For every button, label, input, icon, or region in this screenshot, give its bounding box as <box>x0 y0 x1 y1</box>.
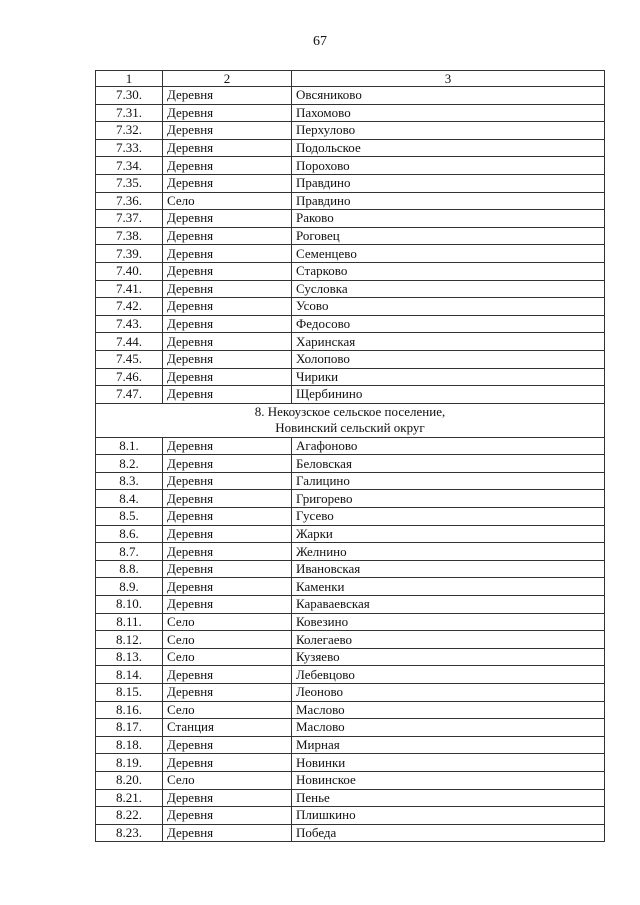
settlement-name-cell: Чирики <box>292 368 605 386</box>
table-row <box>96 807 605 825</box>
table-row <box>96 490 605 508</box>
column-header-3: 3 <box>292 71 605 87</box>
settlement-name-cell: Гусево <box>292 508 605 526</box>
table-row <box>96 350 605 368</box>
settlement-type-cell: Деревня <box>163 560 292 578</box>
table-header-row <box>96 71 605 87</box>
settlement-name-cell: Колегаево <box>292 631 605 649</box>
row-number-cell: 8.10. <box>96 596 163 614</box>
settlement-type-cell: Деревня <box>163 824 292 842</box>
settlement-name-cell: Победа <box>292 824 605 842</box>
row-number-cell: 7.32. <box>96 122 163 140</box>
table-row <box>96 333 605 351</box>
settlement-name-cell: Правдино <box>292 174 605 192</box>
settlement-name-cell: Подольское <box>292 139 605 157</box>
row-number-cell: 7.33. <box>96 139 163 157</box>
row-number-cell: 7.47. <box>96 386 163 404</box>
settlement-name-cell: Порохово <box>292 157 605 175</box>
table-row <box>96 789 605 807</box>
settlement-name-cell: Желнино <box>292 543 605 561</box>
table-row <box>96 386 605 404</box>
settlement-type-cell: Деревня <box>163 157 292 175</box>
settlement-type-cell: Село <box>163 631 292 649</box>
settlement-type-cell: Деревня <box>163 437 292 455</box>
table-row <box>96 139 605 157</box>
section-heading-row <box>96 403 605 437</box>
table-row <box>96 262 605 280</box>
settlement-name-cell: Щербинино <box>292 386 605 404</box>
table-row <box>96 508 605 526</box>
table-row <box>96 87 605 105</box>
settlements-table <box>95 70 605 842</box>
row-number-cell: 7.41. <box>96 280 163 298</box>
table-row <box>96 368 605 386</box>
settlement-name-cell: Маслово <box>292 701 605 719</box>
section-heading-line-2: Новинский сельский округ <box>275 420 425 436</box>
settlement-name-cell: Семенцево <box>292 245 605 263</box>
row-number-cell: 8.7. <box>96 543 163 561</box>
settlement-name-cell: Лебевцово <box>292 666 605 684</box>
settlement-type-cell: Деревня <box>163 754 292 772</box>
settlement-type-cell: Деревня <box>163 578 292 596</box>
section-heading-line-1: 8. Некоузское сельское поселение, <box>254 404 446 420</box>
settlement-type-cell: Деревня <box>163 490 292 508</box>
table-row <box>96 543 605 561</box>
row-number-cell: 7.31. <box>96 104 163 122</box>
row-number-cell: 8.17. <box>96 719 163 737</box>
table-row <box>96 754 605 772</box>
settlement-type-cell: Деревня <box>163 789 292 807</box>
settlement-name-cell: Усово <box>292 298 605 316</box>
settlement-type-cell: Деревня <box>163 210 292 228</box>
row-number-cell: 8.11. <box>96 613 163 631</box>
settlement-name-cell: Каменки <box>292 578 605 596</box>
page-number: 67 <box>313 34 327 49</box>
settlement-name-cell: Новинки <box>292 754 605 772</box>
table-row <box>96 472 605 490</box>
settlement-name-cell: Кузяево <box>292 648 605 666</box>
table-row <box>96 666 605 684</box>
settlement-name-cell: Агафоново <box>292 437 605 455</box>
table-row <box>96 824 605 842</box>
settlement-name-cell: Галицино <box>292 472 605 490</box>
row-number-cell: 8.14. <box>96 666 163 684</box>
table-row <box>96 631 605 649</box>
settlement-type-cell: Деревня <box>163 472 292 490</box>
settlement-type-cell: Деревня <box>163 298 292 316</box>
settlement-name-cell: Плишкино <box>292 807 605 825</box>
row-number-cell: 7.45. <box>96 350 163 368</box>
table-row <box>96 560 605 578</box>
settlement-type-cell: Деревня <box>163 262 292 280</box>
settlement-name-cell: Роговец <box>292 227 605 245</box>
settlement-name-cell: Новинское <box>292 771 605 789</box>
row-number-cell: 8.13. <box>96 648 163 666</box>
table-body-section-7 <box>96 87 605 404</box>
table-row <box>96 192 605 210</box>
table-row <box>96 736 605 754</box>
row-number-cell: 8.6. <box>96 525 163 543</box>
table-row <box>96 298 605 316</box>
settlement-type-cell: Деревня <box>163 666 292 684</box>
row-number-cell: 7.34. <box>96 157 163 175</box>
settlement-type-cell: Село <box>163 701 292 719</box>
settlement-type-cell: Деревня <box>163 543 292 561</box>
row-number-cell: 7.42. <box>96 298 163 316</box>
settlement-type-cell: Деревня <box>163 333 292 351</box>
settlement-name-cell: Сусловка <box>292 280 605 298</box>
row-number-cell: 7.37. <box>96 210 163 228</box>
settlement-name-cell: Старково <box>292 262 605 280</box>
settlement-type-cell: Деревня <box>163 455 292 473</box>
row-number-cell: 7.39. <box>96 245 163 263</box>
settlement-name-cell: Харинская <box>292 333 605 351</box>
settlement-name-cell: Пенье <box>292 789 605 807</box>
row-number-cell: 7.43. <box>96 315 163 333</box>
settlement-type-cell: Деревня <box>163 350 292 368</box>
row-number-cell: 8.12. <box>96 631 163 649</box>
table-row <box>96 525 605 543</box>
settlement-type-cell: Деревня <box>163 315 292 333</box>
table-row <box>96 315 605 333</box>
table-body-section-8 <box>96 437 605 842</box>
table-row <box>96 227 605 245</box>
table-row <box>96 771 605 789</box>
settlement-type-cell: Деревня <box>163 245 292 263</box>
settlement-type-cell: Деревня <box>163 280 292 298</box>
settlement-type-cell: Деревня <box>163 736 292 754</box>
row-number-cell: 8.21. <box>96 789 163 807</box>
settlement-name-cell: Беловская <box>292 455 605 473</box>
column-header-2: 2 <box>163 71 292 87</box>
table-row <box>96 280 605 298</box>
table-body-section-heading <box>96 403 605 437</box>
table-row <box>96 437 605 455</box>
row-number-cell: 8.16. <box>96 701 163 719</box>
settlement-type-cell: Село <box>163 613 292 631</box>
settlement-name-cell: Мирная <box>292 736 605 754</box>
row-number-cell: 8.4. <box>96 490 163 508</box>
settlement-name-cell: Овсяниково <box>292 87 605 105</box>
settlement-type-cell: Село <box>163 771 292 789</box>
row-number-cell: 8.3. <box>96 472 163 490</box>
settlement-type-cell: Деревня <box>163 508 292 526</box>
settlement-type-cell: Деревня <box>163 807 292 825</box>
settlement-name-cell: Пахомово <box>292 104 605 122</box>
table-row <box>96 210 605 228</box>
row-number-cell: 7.36. <box>96 192 163 210</box>
row-number-cell: 8.20. <box>96 771 163 789</box>
settlement-name-cell: Караваевская <box>292 596 605 614</box>
row-number-cell: 7.30. <box>96 87 163 105</box>
row-number-cell: 7.35. <box>96 174 163 192</box>
row-number-cell: 8.1. <box>96 437 163 455</box>
settlement-type-cell: Деревня <box>163 122 292 140</box>
table-row <box>96 174 605 192</box>
settlement-name-cell: Жарки <box>292 525 605 543</box>
table-row <box>96 578 605 596</box>
settlement-name-cell: Перхулово <box>292 122 605 140</box>
settlement-type-cell: Деревня <box>163 386 292 404</box>
settlement-name-cell: Ивановская <box>292 560 605 578</box>
settlement-name-cell: Холопово <box>292 350 605 368</box>
settlement-type-cell: Станция <box>163 719 292 737</box>
settlement-type-cell: Деревня <box>163 596 292 614</box>
settlement-name-cell: Леоново <box>292 684 605 702</box>
row-number-cell: 8.15. <box>96 684 163 702</box>
table-row <box>96 613 605 631</box>
settlement-type-cell: Деревня <box>163 104 292 122</box>
settlement-type-cell: Деревня <box>163 174 292 192</box>
row-number-cell: 7.40. <box>96 262 163 280</box>
table-row <box>96 648 605 666</box>
settlement-type-cell: Село <box>163 648 292 666</box>
settlement-name-cell: Правдино <box>292 192 605 210</box>
table-row <box>96 455 605 473</box>
row-number-cell: 8.9. <box>96 578 163 596</box>
settlement-type-cell: Деревня <box>163 684 292 702</box>
table-row <box>96 701 605 719</box>
row-number-cell: 7.38. <box>96 227 163 245</box>
row-number-cell: 8.19. <box>96 754 163 772</box>
table-row <box>96 245 605 263</box>
table-row <box>96 122 605 140</box>
row-number-cell: 8.18. <box>96 736 163 754</box>
row-number-cell: 8.23. <box>96 824 163 842</box>
row-number-cell: 7.46. <box>96 368 163 386</box>
settlement-type-cell: Деревня <box>163 525 292 543</box>
settlement-name-cell: Федосово <box>292 315 605 333</box>
row-number-cell: 8.2. <box>96 455 163 473</box>
settlement-name-cell: Григорево <box>292 490 605 508</box>
row-number-cell: 7.44. <box>96 333 163 351</box>
table-row <box>96 596 605 614</box>
settlement-type-cell: Село <box>163 192 292 210</box>
settlement-type-cell: Деревня <box>163 368 292 386</box>
column-header-1: 1 <box>96 71 163 87</box>
settlement-type-cell: Деревня <box>163 139 292 157</box>
settlement-name-cell: Раково <box>292 210 605 228</box>
settlement-name-cell: Маслово <box>292 719 605 737</box>
settlement-type-cell: Деревня <box>163 227 292 245</box>
row-number-cell: 8.5. <box>96 508 163 526</box>
table-row <box>96 104 605 122</box>
row-number-cell: 8.8. <box>96 560 163 578</box>
settlement-name-cell: Ковезино <box>292 613 605 631</box>
table-row <box>96 157 605 175</box>
section-heading <box>96 403 605 437</box>
table-row <box>96 684 605 702</box>
table-row <box>96 719 605 737</box>
settlement-type-cell: Деревня <box>163 87 292 105</box>
row-number-cell: 8.22. <box>96 807 163 825</box>
